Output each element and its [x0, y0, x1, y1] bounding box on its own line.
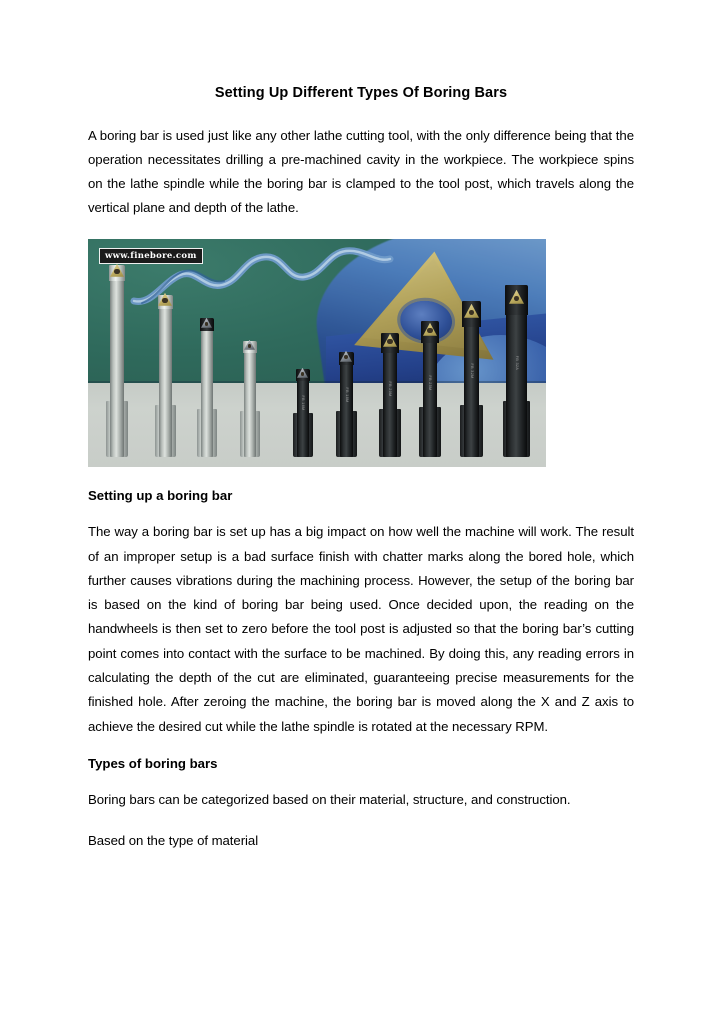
insert-screw-icon [205, 322, 209, 326]
insert-screw-icon [248, 344, 252, 348]
insert-screw-icon [469, 310, 474, 315]
section-heading-setup: Setting up a boring bar [88, 487, 233, 503]
insert-screw-icon [114, 269, 119, 274]
insert-screw-icon [514, 296, 519, 301]
bar-stem [297, 379, 309, 457]
boring-bar-3 [197, 317, 217, 457]
boring-bar-10 [503, 289, 530, 457]
boring-bar-6 [336, 352, 357, 457]
bar-stem [340, 363, 353, 457]
bar-code-label: FB 16M [301, 395, 305, 411]
bar-code-label: FB 20M [388, 381, 392, 397]
bar-stem [201, 329, 213, 457]
types-paragraph: Boring bars can be categorized based on their material, structure, and construction. [88, 792, 571, 808]
bar-stem [383, 349, 397, 457]
boring-bar-8 [419, 324, 441, 457]
boring-bar-1 [106, 265, 128, 457]
insert-screw-icon [344, 355, 348, 359]
insert-screw-icon [427, 328, 432, 333]
document-content [88, 84, 634, 853]
bar-stem [464, 321, 479, 457]
bar-stem [423, 339, 437, 457]
boring-bars-figure [88, 239, 546, 467]
section-heading-types: Types of boring bars [88, 755, 218, 771]
bar-code-label: FB 25M [428, 375, 432, 391]
bar-stem [244, 351, 256, 457]
bar-code-label: FB 32M [469, 363, 474, 379]
boring-bar-4 [240, 340, 260, 457]
bar-stem [506, 307, 527, 457]
boring-bar-7 [379, 335, 401, 457]
insert-screw-icon [301, 372, 305, 376]
boring-bar-2 [155, 294, 176, 457]
insert-screw-icon [162, 298, 167, 303]
bar-code-label: FB 32A [514, 355, 519, 370]
watermark-label: www.finebore.com [99, 248, 203, 264]
bar-stem [159, 307, 172, 457]
bar-code-label: FB 18M [344, 387, 349, 403]
page-title: Setting Up Different Types Of Boring Bars [214, 85, 508, 101]
boring-bar-9 [460, 305, 483, 457]
insert-screw-icon [387, 339, 392, 344]
intro-paragraph: A boring bar is used just like any other lathe cutting tool, with the only difference being that the operation necessitates drilling a pre-machined cavity in the workpiece. The workpiece spins on the lathe spindle while the boring bar is clamped to the tool post, which travels along the vertical plane and depth of the lathe. [88, 127, 634, 216]
material-subline: Based on the type of material [88, 832, 259, 848]
bar-stem [110, 279, 124, 457]
setup-paragraph: The way a boring bar is set up has a big impact on how well the machine will work. The result of an improper setup is a bad surface finish with chatter marks along the bored hole, which further causes vibrations during the machining process. However, the setup of the boring bar is based on the kind of boring bar being used. Once decided upon, the reading on the handwheels is then set to zero before the tool post is adjusted so that the boring bar’s cutting point comes into contact with the surface to be machined. By doing this, any reading errors in calculating the depth of the cut are eliminated, guaranteeing precise measurements for the finished hole. After zeroing the machine, the boring bar is moved along the X and Z axis to achieve the desired cut while the lathe spindle is rotated at the necessary RPM. [88, 524, 634, 734]
boring-bar-5 [293, 368, 313, 457]
